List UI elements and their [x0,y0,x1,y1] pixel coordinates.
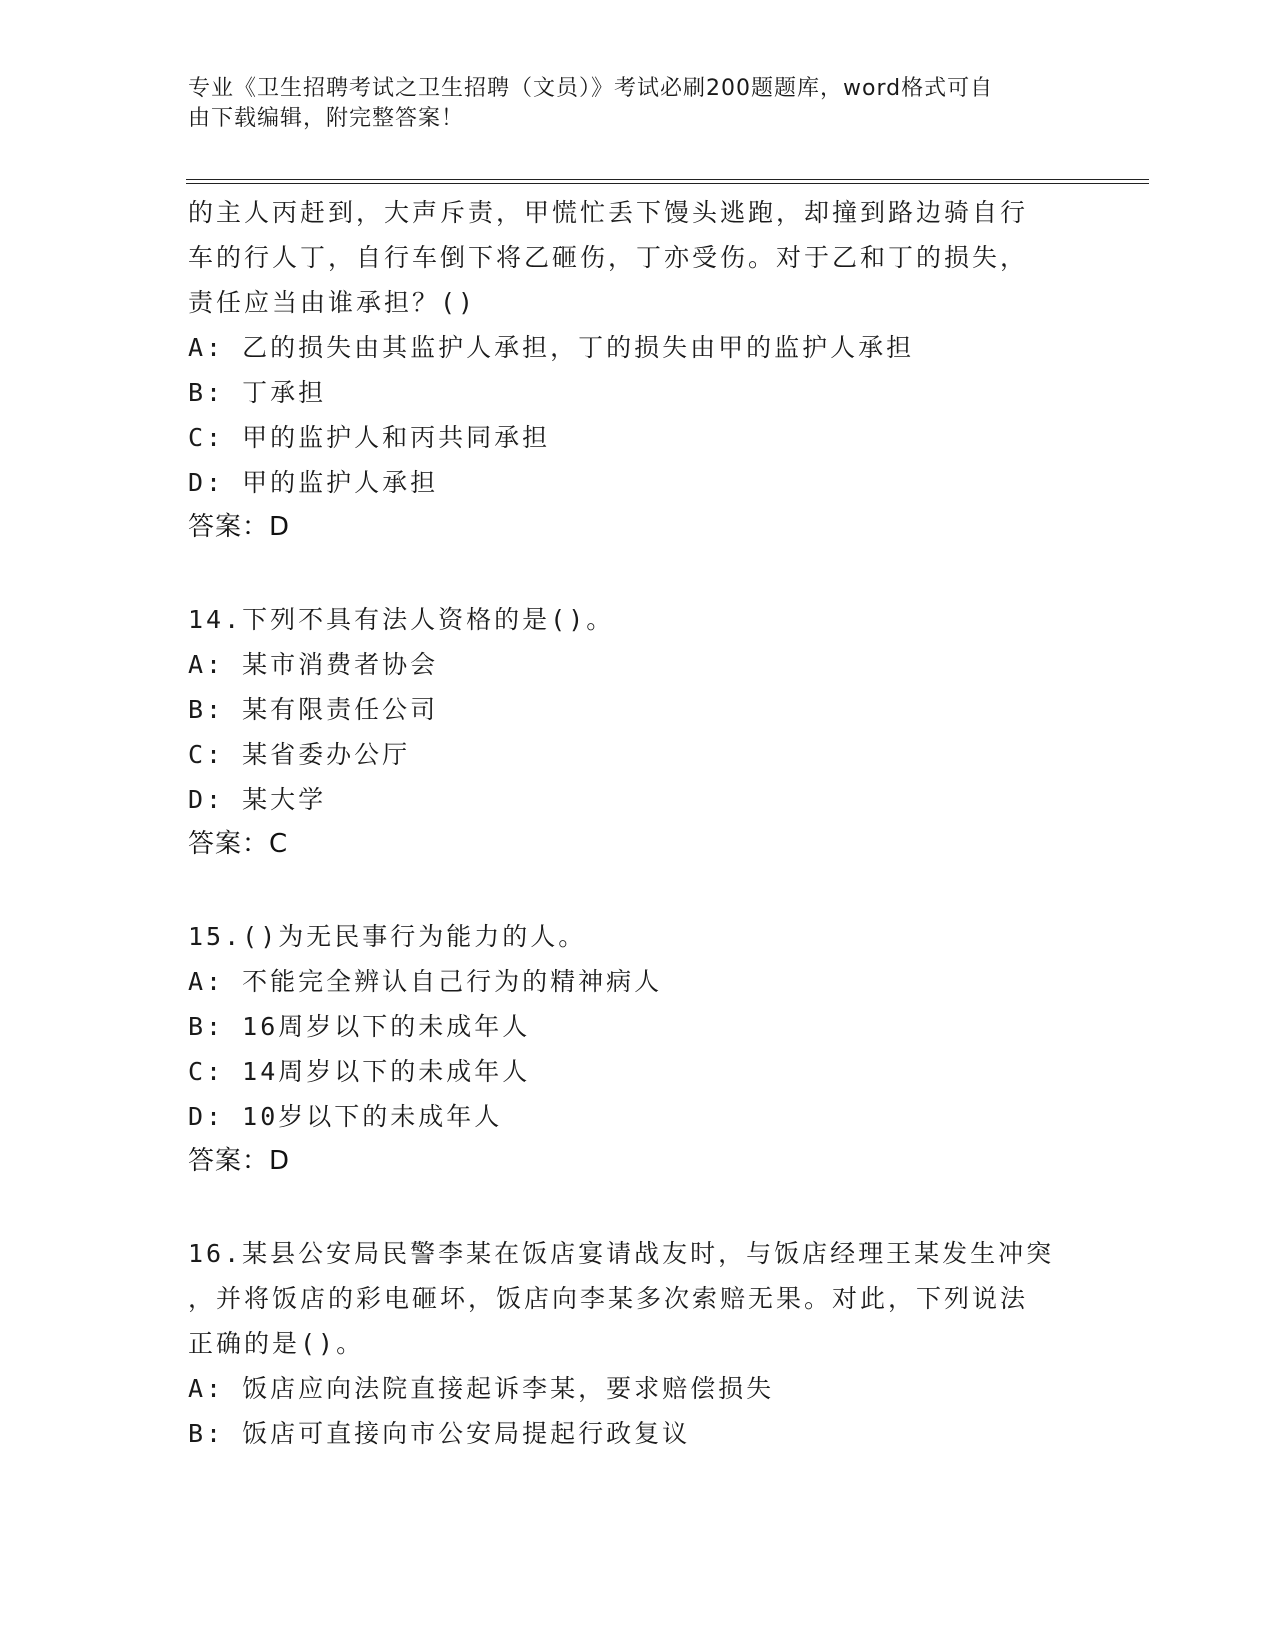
option-d: D: 某大学 [188,785,327,814]
header-divider-top [186,179,1149,180]
question-stem-line: 16.某县公安局民警李某在饭店宴请战友时，与饭店经理王某发生冲突 [188,1239,1055,1268]
question-stem-line: 正确的是()。 [188,1329,365,1358]
option-c: C: 14周岁以下的未成年人 [188,1057,531,1086]
option-c: C: 甲的监护人和丙共同承担 [188,423,551,452]
option-b: B: 饭店可直接向市公安局提起行政复议 [188,1419,691,1448]
page-header [188,74,1068,134]
answer-text: 答案：D [188,512,291,542]
answer-text: 答案：D [188,1146,291,1176]
question-stem-line: ，并将饭店的彩电砸坏，饭店向李某多次索赔无果。对此，下列说法 [188,1284,1029,1313]
option-c: C: 某省委办公厅 [188,740,411,769]
question-16 [188,1231,1088,1456]
header-title-line-2: 由下载编辑，附完整答案！ [188,106,465,131]
header-divider-bottom [186,183,1149,184]
document-body [188,190,1088,1456]
question-13-continuation [188,190,1088,550]
option-a: A: 某市消费者协会 [188,650,439,679]
question-stem-line: 责任应当由谁承担？() [188,288,477,317]
question-stem-line: 14.下列不具有法人资格的是()。 [188,605,615,634]
option-b: B: 某有限责任公司 [188,695,439,724]
option-a: A: 乙的损失由其监护人承担，丁的损失由甲的监护人承担 [188,333,915,362]
option-b: B: 丁承担 [188,378,327,407]
option-a: A: 饭店应向法院直接起诉李某，要求赔偿损失 [188,1374,775,1403]
question-14 [188,597,1088,867]
header-title-line-1: 专业《卫生招聘考试之卫生招聘（文员）》考试必刷200题题库，word格式可自 [188,76,994,101]
option-d: D: 10岁以下的未成年人 [188,1102,503,1131]
question-stem-line: 的主人丙赶到，大声斥责，甲慌忙丢下馒头逃跑，却撞到路边骑自行 [188,198,1029,227]
question-stem-line: 15.()为无民事行为能力的人。 [188,922,587,951]
question-15 [188,914,1088,1184]
option-b: B: 16周岁以下的未成年人 [188,1012,531,1041]
option-a: A: 不能完全辨认自己行为的精神病人 [188,967,663,996]
question-stem-line: 车的行人丁，自行车倒下将乙砸伤，丁亦受伤。对于乙和丁的损失， [188,243,1029,272]
answer-text: 答案：C [188,829,289,859]
option-d: D: 甲的监护人承担 [188,468,439,497]
